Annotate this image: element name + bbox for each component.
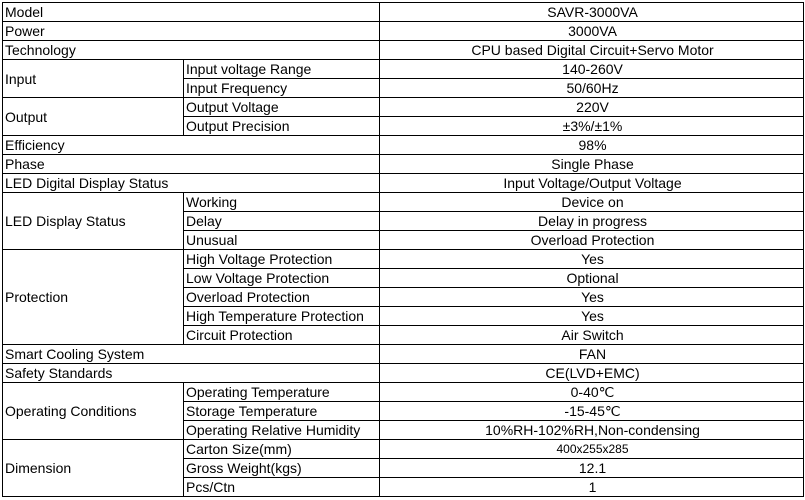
spec-sublabel: Output Voltage	[184, 98, 380, 117]
spec-value: Yes	[380, 288, 804, 307]
table-row	[3, 193, 804, 212]
table-row	[3, 383, 804, 402]
spec-label: Phase	[3, 155, 380, 174]
spec-sublabel: Operating Temperature	[184, 383, 380, 402]
spec-value: CPU based Digital Circuit+Servo Motor	[380, 41, 804, 60]
spec-label: Efficiency	[3, 136, 380, 155]
spec-group-label: Output	[3, 98, 184, 136]
spec-label: Power	[3, 22, 380, 41]
spec-value: FAN	[380, 345, 804, 364]
spec-sublabel: Input voltage Range	[184, 60, 380, 79]
spec-group-label: Operating Conditions	[3, 383, 184, 440]
spec-sublabel: Unusual	[184, 231, 380, 250]
spec-sublabel: Overload Protection	[184, 288, 380, 307]
table-row	[3, 345, 804, 364]
spec-sublabel: Output Precision	[184, 117, 380, 136]
spec-sublabel: Operating Relative Humidity	[184, 421, 380, 440]
spec-value: -15-45℃	[380, 402, 804, 421]
spec-value: Overload Protection	[380, 231, 804, 250]
table-row	[3, 155, 804, 174]
spec-value: Optional	[380, 269, 804, 288]
spec-sublabel: Pcs/Ctn	[184, 478, 380, 497]
spec-value: 3000VA	[380, 22, 804, 41]
table-row	[3, 98, 804, 117]
spec-group-label: Protection	[3, 250, 184, 345]
spec-group-label: Input	[3, 60, 184, 98]
spec-value: CE(LVD+EMC)	[380, 364, 804, 383]
spec-sublabel: Carton Size(mm)	[184, 440, 380, 459]
spec-value: 98%	[380, 136, 804, 155]
spec-value: 50/60Hz	[380, 79, 804, 98]
spec-value: SAVR-3000VA	[380, 3, 804, 22]
spec-label: Safety Standards	[3, 364, 380, 383]
spec-value: Single Phase	[380, 155, 804, 174]
table-row	[3, 136, 804, 155]
table-row	[3, 41, 804, 60]
spec-sublabel: Gross Weight(kgs)	[184, 459, 380, 478]
spec-value: 0-40℃	[380, 383, 804, 402]
spec-label: Technology	[3, 41, 380, 60]
spec-value: 10%RH-102%RH,Non-condensing	[380, 421, 804, 440]
spec-value: Device on	[380, 193, 804, 212]
spec-value: 140-260V	[380, 60, 804, 79]
spec-sublabel: High Temperature Protection	[184, 307, 380, 326]
table-row	[3, 60, 804, 79]
spec-label: LED Digital Display Status	[3, 174, 380, 193]
spec-sublabel: Low Voltage Protection	[184, 269, 380, 288]
spec-label: Model	[3, 3, 380, 22]
spec-value: Air Switch	[380, 326, 804, 345]
table-row	[3, 364, 804, 383]
spec-group-label: LED Display Status	[3, 193, 184, 250]
spec-label: Smart Cooling System	[3, 345, 380, 364]
spec-value: 400x255x285	[380, 440, 804, 459]
spec-sublabel: Storage Temperature	[184, 402, 380, 421]
spec-value: Yes	[380, 307, 804, 326]
table-row	[3, 250, 804, 269]
spec-value: Yes	[380, 250, 804, 269]
spec-value: ±3%/±1%	[380, 117, 804, 136]
table-row	[3, 22, 804, 41]
spec-sublabel: Working	[184, 193, 380, 212]
spec-group-label: Dimension	[3, 440, 184, 497]
spec-sublabel: High Voltage Protection	[184, 250, 380, 269]
table-row	[3, 174, 804, 193]
spec-value: 1	[380, 478, 804, 497]
spec-sublabel: Circuit Protection	[184, 326, 380, 345]
spec-table	[2, 2, 804, 497]
spec-value: Delay in progress	[380, 212, 804, 231]
spec-value: 12.1	[380, 459, 804, 478]
spec-value: Input Voltage/Output Voltage	[380, 174, 804, 193]
spec-sublabel: Delay	[184, 212, 380, 231]
spec-value: 220V	[380, 98, 804, 117]
table-row	[3, 3, 804, 22]
spec-sublabel: Input Frequency	[184, 79, 380, 98]
table-row	[3, 440, 804, 459]
